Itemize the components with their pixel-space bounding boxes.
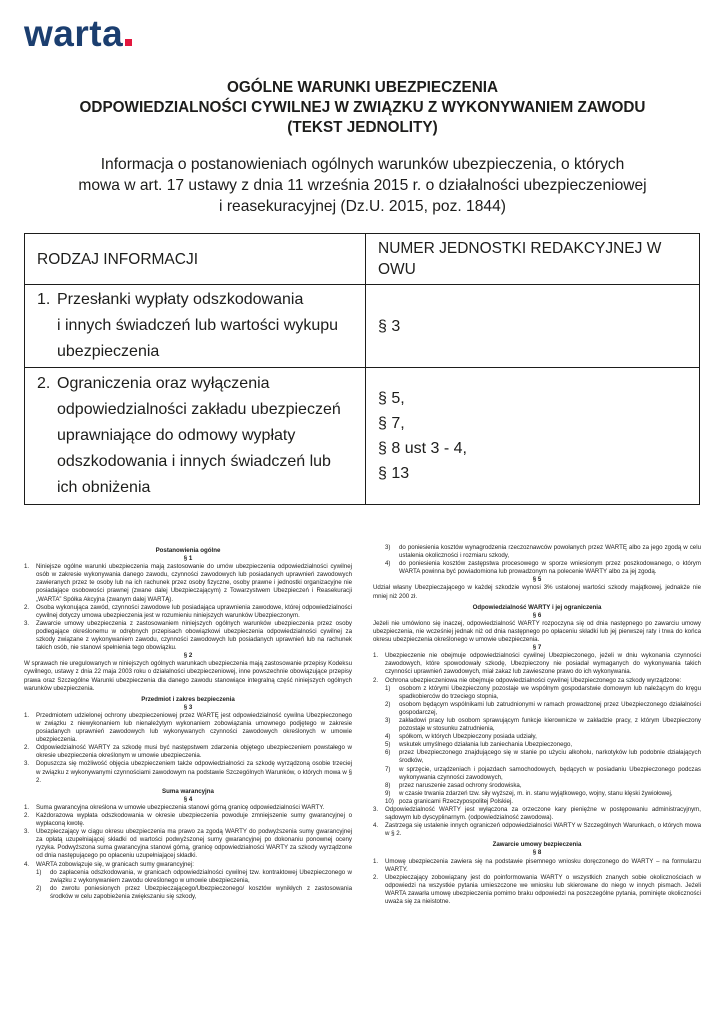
- sub-item: 9) w czasie trwania zdarzeń tzw. siły wyższej, m. in. stanu wyjątkowego, wojny, stanu klęski żywiołowej,: [385, 789, 673, 797]
- paragraph-ref: § 3: [378, 317, 401, 335]
- list-item: 2. Ochrona ubezpieczeniowa nie obejmuje odpowiedzialności cywilnej Ubezpieczonego za szkody wyrządzone:: [373, 676, 682, 684]
- row-text-line: i innych świadczeń lub wartości wykupu: [57, 317, 339, 334]
- logo-dot-icon: [125, 39, 132, 46]
- section-title: Postanowienia ogólne: [155, 547, 221, 554]
- row-text-line: Ograniczenia oraz wyłączenia: [57, 375, 270, 392]
- document-title: [0, 78, 725, 138]
- sub-item: 1) do zapłacenia odszkodowania, w granicach odpowiedzialności cywilnej tzw. kontraktowej Ubezpieczonego w związku z wykonywaniem zawodu określonego w umowie ubezpieczenia,: [36, 868, 352, 884]
- sub-item: 8) przez naruszenie zasad ochrony środowiska,: [385, 781, 522, 789]
- title-line: (TEKST JEDNOLITY): [287, 119, 438, 136]
- title-line: ODPOWIEDZIALNOŚCI CYWILNEJ W ZWIĄZKU Z WYKONYWANIEM ZAWODU: [79, 99, 646, 116]
- sub-item: 2) do zwrotu poniesionych przez Ubezpieczającego/Ubezpieczonego/ kosztów wynikłych z zastosowania środków w celu zapobieżenia zwiększaniu się szkody,: [36, 884, 352, 900]
- subtitle-line: Informacja o postanowieniach ogólnych warunków ubezpieczenia, o których: [100, 156, 625, 173]
- list-item: 3. Ubezpieczający w ciągu okresu ubezpieczenia ma prawo za zgodą WARTY do podwyższenia sumy gwarancyjnej za opłatą uzupełniającej składki od wartości podwyższonej sumy gwarancyjnej po dokonaniu ponownej oceny ryzyka. Podwyższona suma gwarancyjna stanowi górną, granicę odpowiedzialności WARTY za szkody wyrządzone od dnia następującego po opłaceniu uzupełniającej składki.: [24, 828, 352, 860]
- list-item: 4. WARTA zobowiązuje się, w granicach sumy gwarancyjnej:: [24, 860, 194, 868]
- list-item: 2. Osoba wykonująca zawód, czynności zawodowe lub posiadająca uprawnienia zawodowe, której odpowiedzialności cywilnej dotyczy umowa ubezpieczenia jest w rozumieniu niniejszych warunków Ubezpieczonym.: [24, 603, 352, 619]
- row-text-line: odpowiedzialności zakładu ubezpieczeń: [57, 401, 341, 418]
- paragraph-text: Jeżeli nie umówiono się inaczej, odpowiedzialność WARTY rozpoczyna się od dnia następnego po zawarciu umowy ubezpieczenia, nie wcześniej jednak niż od dnia następnego po opłaceniu składki lub jej pierwszej raty i trwa do końca okresu ubezpieczenia określonego w umowie ubezpieczenia.: [373, 619, 701, 644]
- list-item: 1. Niniejsze ogólne warunki ubezpieczenia mają zastosowanie do umów ubezpieczenia odpowiedzialności cywilnej osób w zakresie wykonywania danego zawodu, czynności zawodowych lub posiadanych uprawnień zawodowych zawieranych przez te osoby lub na ich rachunek przez osoby fizyczne, osoby prawne i jednostki organizacyjne nie posiadające osobowości prawnej (zwane dalej Ubezpieczającym) z Towarzystwem Ubezpieczeń i Reasekuracji „WARTA” Spółka Akcyjna (zwanym dalej WARTĄ).: [24, 563, 352, 603]
- paragraph-text: Udział własny Ubezpieczającego w każdej szkodzie wynosi 3% ustalonej wartości szkody majątkowej, jednakże nie mniej niż 200 zł.: [373, 584, 701, 600]
- paragraph-number: § 2: [183, 652, 193, 660]
- subtitle-line: mowa w art. 17 ustawy z dnia 11 września 2015 r. o działalności ubezpieczeniowej: [78, 177, 647, 194]
- title-line: OGÓLNE WARUNKI UBEZPIECZENIA: [226, 79, 499, 96]
- paragraph-number: § 5: [532, 576, 542, 584]
- sub-item: 2) osobom będącym wspólnikami lub zatrudnionymi w ramach prowadzonej przez Ubezpieczonego działalności gospodarczej,: [385, 700, 701, 716]
- row-ref-cell: [366, 285, 700, 368]
- row-text-line: ich obniżenia: [57, 479, 151, 496]
- row-text-line: Przesłanki wypłaty odszkodowania: [57, 291, 304, 308]
- row-text-line: ubezpieczenia: [57, 343, 160, 360]
- list-item: 2. Każdorazowa wypłata odszkodowania w okresie ubezpieczenia powoduje zmniejszenie sumy gwarancyjnej o wypłaconą kwotę.: [24, 812, 352, 828]
- list-item: 2. Odpowiedzialność WARTY za szkodę musi być następstwem zdarzenia objętego ubezpieczeniem powstałego w okresie ubezpieczenia określonym w umowie ubezpieczenia.: [24, 744, 352, 760]
- paragraph-number: § 7: [532, 644, 542, 652]
- sub-item: 1) osobom z którymi Ubezpieczony pozostaje we wspólnym gospodarstwie domowym lub należącym do kręgu spadkobierców do trzeciego stopnia,: [385, 684, 701, 700]
- row-number: 1.: [37, 291, 51, 308]
- sub-item: 4) do poniesienia kosztów zastępstwa procesowego w sporze wniesionym przez poszkodowanego, o którym WARTA powinna być powiadomiona lub prowadzonym na polecenie WARTY albo za jej zgodą.: [385, 560, 701, 576]
- paragraph-text: W sprawach nie uregulowanych w niniejszych ogólnych warunkach ubezpieczenia mają zastosowanie przepisy Kodeksu cywilnego, ustawy z dnia 22 maja 2003 roku o działalności ubezpieczeniowej, inne powszechnie obowiązujące przepisy prawa oraz Szczególne Warunki ubezpieczenia dla danego zawodu stanowiące integralną część niniejszych ogólnych warunków ubezpieczenia.: [24, 660, 352, 692]
- sub-item: 5) wskutek umyślnego działania lub zaniechania Ubezpieczonego,: [385, 741, 573, 749]
- paragraph-ref: § 7,: [378, 415, 405, 432]
- table-row: [25, 368, 700, 505]
- paragraph-ref: § 5,: [378, 390, 405, 407]
- right-text-column: [373, 544, 701, 906]
- row-text-line: odszkodowania i innych świadczeń lub: [57, 453, 331, 470]
- list-item: 1. Przedmiotem udzielonej ochrony ubezpieczeniowej przez WARTĘ jest odpowiedzialność cywilna Ubezpieczonego w związku z niewykonaniem lub nienależytym wykonaniem zobowiązania umownego podjętego w zakresie posiadanych uprawnień zawodowych lub wykonywanych czynności zawodowych określonych w umowie ubezpieczenia.: [24, 711, 352, 744]
- section-title: Zawarcie umowy bezpieczenia: [492, 841, 582, 849]
- header-info-type: RODZAJ INFORMACJI: [25, 234, 366, 285]
- sub-item: 7) w sprzęcie, urządzeniach i pojazdach samochodowych, będących w posiadaniu Ubezpieczonego podczas wykonywania czynności zawodowych,: [385, 765, 701, 781]
- list-item: 3. Odpowiedzialność WARTY jest wyłączona za orzeczone kary pieniężne w postępowaniu administracyjnym, sądowym lub dyscyplinarnym. (odpowiedzialność zawodowa).: [373, 806, 701, 822]
- row-number: 2.: [37, 375, 51, 392]
- paragraph-ref: § 8 ust 3 - 4,: [378, 440, 467, 457]
- section-title: Suma warancyjna: [162, 787, 214, 795]
- information-table: [24, 233, 700, 505]
- table-header-row: [25, 234, 700, 285]
- row-ref-cell: [366, 368, 700, 505]
- row-text-line: uprawniające do odmowy wypłaty: [57, 427, 296, 444]
- paragraph-number: § 4: [183, 795, 193, 803]
- list-item: 3. Zawarcie umowy ubezpieczenia z zastosowaniem niniejszych ogólnych warunków ubezpieczenia przez osoby podlegające określonemu w odrębnych przepisach obowiązkowi ubezpieczenia odpowiedzialności cywilnej za szkody związane z wykonywaniem zawodu, czynności zawodowych lub posiadanych uprawnień lub na rachunek takich osób, nie stanowi spełnienia tego obowiązku.: [24, 619, 352, 652]
- document-subtitle: [40, 154, 685, 217]
- list-item: 1. Umowę ubezpieczenia zawiera się na podstawie pisemnego wniosku doręczonego do WARTY – na formularzu WARTY.: [373, 857, 701, 873]
- paragraph-number: § 3: [183, 703, 193, 711]
- paragraph-ref: § 13: [378, 465, 410, 482]
- list-item: 3. Dopuszcza się możliwość objęcia ubezpieczeniem także odpowiedzialności za szkodę wyrządzoną osobie trzeciej w związku z wykonywanymi czynnościami zawodowym na podstawie Szczególnych Warunków, o których mowa w § 2.: [24, 760, 352, 784]
- left-text-column: [24, 544, 352, 901]
- sub-item: 6) przez Ubezpieczonego znajdującego się w stanie po użyciu alkoholu, narkotyków lub podobnie działających środków,: [385, 749, 701, 765]
- subtitle-line: i reasekuracyjnej (Dz.U. 2015, poz. 1844): [219, 198, 506, 215]
- sub-item: 10) poza granicami Rzeczypospolitej Polskiej.: [385, 797, 513, 805]
- sub-item: 3) zakładowi pracy lub osobom sprawującym funkcje kierownicze w zakładzie pracy, z którym Ubezpieczony pozostaje w stosunku zatrudnienia,: [385, 716, 701, 733]
- list-item: 4. Zastrzega się ustalenie innych ograniczeń odpowiedzialności WARTY w Szczególnych Warunkach, o których mowa w § 2.: [373, 822, 701, 838]
- list-item: 1. Ubezpieczenie nie obejmuje odpowiedzialności cywilnej Ubezpieczonego, jeżeli w dniu wykonania czynności zawodowych, które spowodowały szkodę, Ubezpieczony nie posiadał wymaganych do wykonywania takich czynności uprawnień zawodowych, miał zakaz lub zawieszone prawo do ich wykonywania.: [373, 652, 701, 676]
- section-title: Przedmiot i zakres bezpieczenia: [141, 695, 235, 703]
- paragraph-number: § 1: [183, 555, 193, 563]
- paragraph-number: § 8: [532, 849, 542, 857]
- section-title: Odpowiedzialność WARTY i jej ograniczenia: [472, 603, 602, 611]
- sub-item: 3) do poniesienia kosztów wynagrodzenia rzeczoznawców powołanych przez WARTĘ albo za jego zgodą w celu ustalenia okoliczności i rozmiaru szkody,: [385, 544, 701, 560]
- row-info-cell: [25, 368, 366, 505]
- sub-item: 4) spółkom, w których Ubezpieczony posiada udziały,: [385, 733, 537, 741]
- paragraph-number: § 6: [532, 611, 542, 619]
- list-item: 2. Ubezpieczający zobowiązany jest do poinformowania WARTY o wszystkich znanych sobie okolicznościach w odpowiedzi na wszystkie pytania umieszczone we wniosku lub skierowane do niego w innych pismach. Jeżeli WARTA zawarła umowę ubezpieczenia pomimo braku odpowiedzi na poszczególne pytania, pominięte okoliczności uważa się za nieistotne.: [373, 873, 701, 906]
- row-info-cell: [25, 285, 366, 368]
- warta-logo: [24, 12, 132, 56]
- table-row: [25, 285, 700, 368]
- header-unit-number: NUMER JEDNOSTKI REDAKCYJNEJ W OWU: [366, 234, 700, 285]
- logo-text: warta: [24, 13, 124, 54]
- list-item: 1. Suma gwarancyjna określona w umowie ubezpieczenia stanowi górną granicę odpowiedzialności WARTY.: [24, 803, 325, 811]
